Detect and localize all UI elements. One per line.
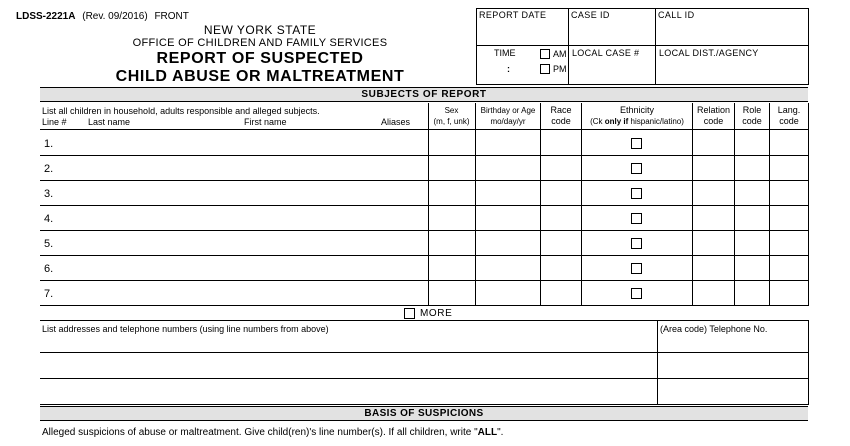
row-number: 4. — [44, 213, 54, 225]
col-ethnicity-sub-c: hispanic/latino) — [628, 117, 684, 126]
more-checkbox[interactable] — [404, 308, 415, 319]
ethnicity-checkbox[interactable] — [631, 213, 642, 224]
am-checkbox[interactable] — [540, 49, 550, 59]
col-role-sub: code — [742, 116, 762, 126]
col-divider — [734, 103, 735, 306]
col-race-sub: code — [551, 116, 571, 126]
ethnicity-checkbox[interactable] — [631, 288, 642, 299]
col-lang-header: Lang. — [777, 105, 801, 115]
case-id-label: CASE ID — [571, 10, 610, 20]
form-id: LDSS-2221A — [16, 11, 76, 22]
col-divider — [428, 103, 429, 306]
col-divider — [769, 103, 770, 306]
col-last-header: Last name — [88, 117, 131, 127]
col-divider — [581, 103, 582, 306]
form-side: FRONT — [154, 11, 189, 22]
basis-section-title: BASIS OF SUSPICIONS — [364, 408, 484, 419]
col-ethnicity-sub — [582, 118, 692, 126]
col-race-header: Race — [550, 105, 572, 115]
col-first-header: First name — [244, 117, 287, 127]
subjects-entry-area[interactable] — [41, 130, 427, 305]
subjects-instruction: List all children in household, adults responsible and alleged subjects. — [42, 106, 320, 116]
col-ethnicity-sub-b: only if — [604, 117, 629, 126]
ethnicity-checkbox[interactable] — [631, 138, 642, 149]
address-row-line — [40, 404, 808, 405]
phone-label: (Area code) Telephone No. — [660, 324, 768, 334]
col-ethnicity-sub-a: (Ck — [590, 117, 605, 126]
address-entry-area[interactable] — [41, 353, 656, 403]
pm-checkbox[interactable] — [540, 64, 550, 74]
call-id-label: CALL ID — [658, 10, 695, 20]
basis-instruction-c: ". — [497, 427, 504, 438]
addresses-right-border — [808, 320, 809, 405]
col-relation-header: Relation — [696, 105, 731, 115]
form-title-line2: CHILD ABUSE OR MALTREATMENT — [115, 68, 405, 85]
phone-entry-area[interactable] — [658, 353, 807, 403]
ethnicity-checkbox[interactable] — [631, 238, 642, 249]
report-box-div1 — [568, 8, 569, 85]
col-bday-header: Birthday or Age — [480, 106, 536, 115]
time-label: TIME — [494, 48, 516, 58]
row-number: 5. — [44, 238, 54, 250]
addresses-instruction: List addresses and telephone numbers (using line numbers from above) — [42, 324, 329, 334]
col-aliases-header: Aliases — [381, 117, 411, 127]
col-sex-sub: (m, f, unk) — [433, 117, 470, 126]
col-ethnicity-header: Ethnicity — [619, 105, 654, 115]
report-box-bottom — [476, 84, 808, 85]
basis-instruction-b: ALL — [477, 427, 498, 438]
ethnicity-checkbox[interactable] — [631, 163, 642, 174]
col-divider — [475, 103, 476, 306]
col-divider — [540, 103, 541, 306]
report-box-left — [476, 8, 477, 85]
col-line-header: Line # — [42, 117, 67, 127]
time-separator: : — [507, 64, 510, 74]
addresses-top-line — [40, 320, 808, 321]
row-number: 7. — [44, 288, 54, 300]
col-role-header: Role — [742, 105, 762, 115]
agency-name: OFFICE OF CHILDREN AND FAMILY SERVICES — [132, 37, 388, 49]
form-revision: (Rev. 09/2016) — [82, 11, 148, 22]
subjects-section-title: SUBJECTS OF REPORT — [361, 89, 487, 100]
col-lang-sub: code — [779, 116, 799, 126]
ethnicity-checkbox[interactable] — [631, 188, 642, 199]
col-sex-header: Sex — [444, 106, 459, 115]
basis-instruction — [42, 428, 503, 438]
local-case-label: LOCAL CASE # — [572, 48, 640, 58]
col-divider — [692, 103, 693, 306]
basis-instruction-a: Alleged suspicions of abuse or maltreatment. Give child(ren)'s line number(s). If all children, write " — [42, 427, 478, 438]
col-bday-sub: mo/day/yr — [490, 117, 526, 126]
form-title-line1: REPORT OF SUSPECTED — [156, 50, 364, 67]
form-id-line — [16, 12, 189, 22]
report-box-div2 — [655, 8, 656, 85]
row-number: 3. — [44, 188, 54, 200]
row-number: 2. — [44, 163, 54, 175]
report-date-label: REPORT DATE — [479, 10, 547, 20]
report-box-top — [476, 8, 808, 9]
local-dist-label: LOCAL DIST./AGENCY — [659, 48, 759, 58]
ethnicity-checkbox[interactable] — [631, 263, 642, 274]
row-number: 6. — [44, 263, 54, 275]
row-number: 1. — [44, 138, 54, 150]
state-name: NEW YORK STATE — [203, 23, 317, 37]
more-label: MORE — [420, 308, 453, 319]
report-box-mid — [476, 45, 808, 46]
col-divider — [808, 103, 809, 306]
pm-label: PM — [553, 64, 567, 74]
report-box-right — [808, 8, 809, 85]
am-label: AM — [553, 49, 567, 59]
col-relation-sub: code — [703, 116, 724, 126]
